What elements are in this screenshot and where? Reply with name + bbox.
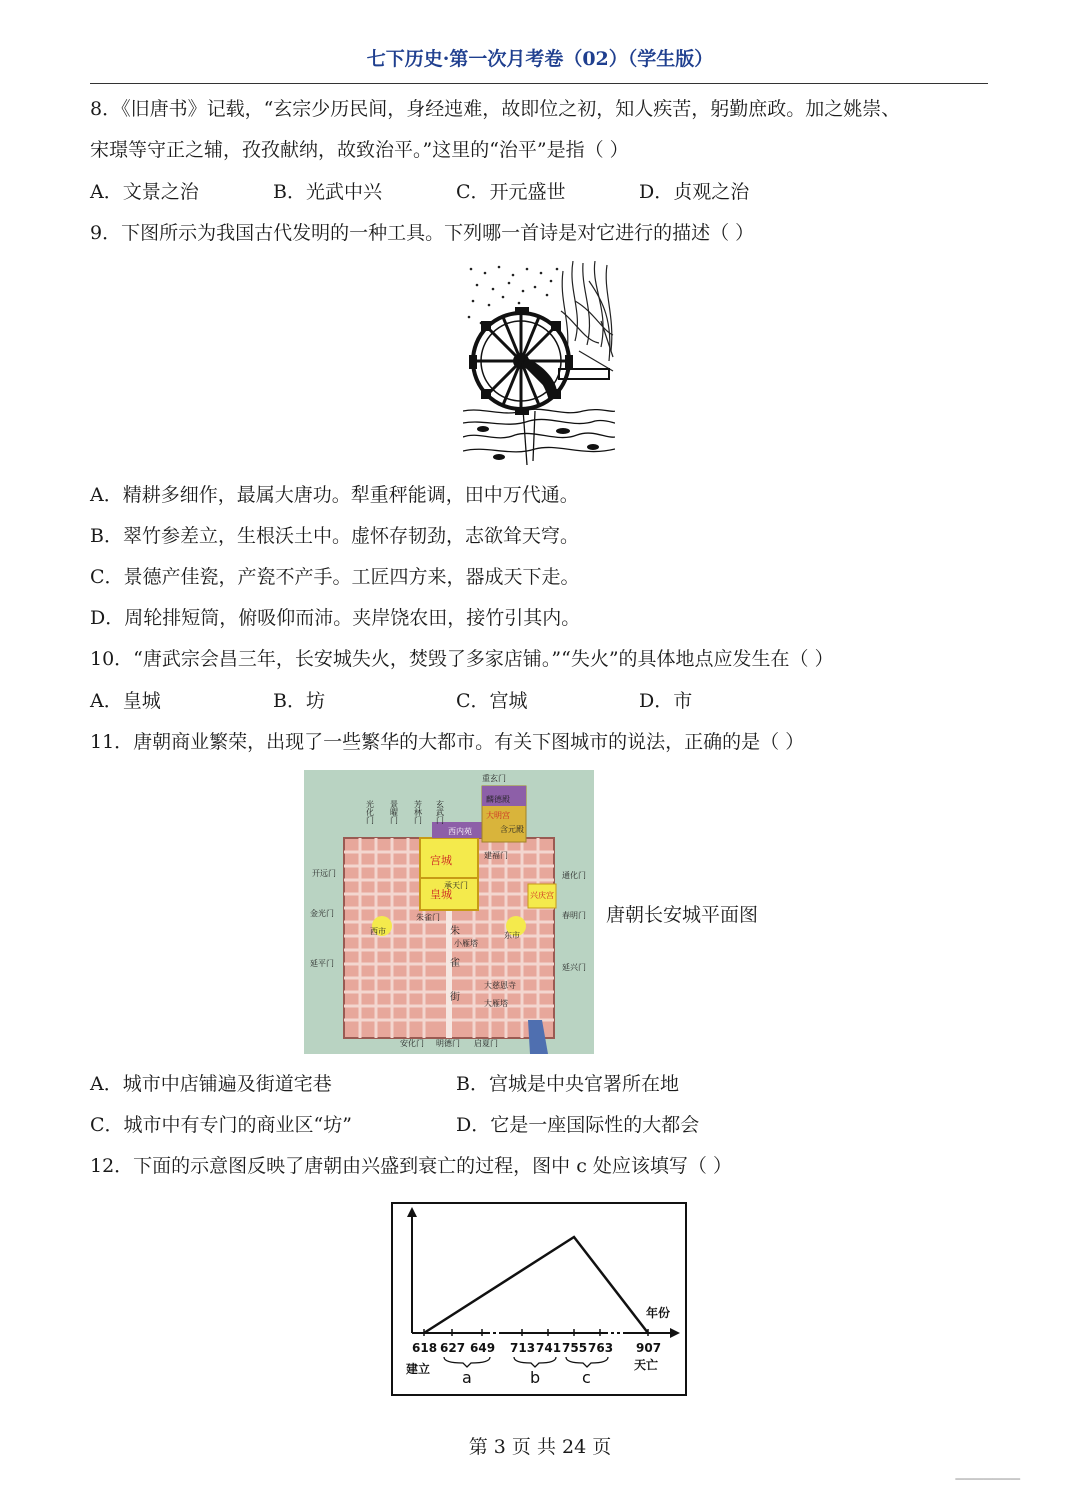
- map-caption: 唐朝长安城平面图: [606, 904, 759, 926]
- map-label-chunming: 春明门: [562, 911, 586, 920]
- map-label-chengtian: 承天门: [444, 881, 468, 890]
- map-label-gongcheng: 宫城: [430, 854, 452, 867]
- q11-option-b[interactable]: B．宫城是中央官署所在地: [456, 1073, 679, 1095]
- map-label-qixia: 启夏门: [474, 1039, 498, 1048]
- changan-city-map: [304, 770, 594, 1054]
- map-label-xingqing: 兴庆宫: [530, 891, 554, 900]
- chart-tick-label-649: 649: [470, 1341, 496, 1355]
- map-label-jianfu: 建福门: [484, 851, 508, 860]
- q8-option-d[interactable]: D．贞观之治: [639, 181, 750, 203]
- q10-option-a[interactable]: A．皇城: [90, 690, 161, 712]
- map-label-zhuque-street-3: 街: [450, 992, 460, 1003]
- chart-label-founded: 建立: [406, 1362, 431, 1376]
- chart-label-fall: 天亡: [634, 1358, 659, 1372]
- map-label-yanxing: 延兴门: [562, 963, 586, 972]
- q12-stem: 12．下面的示意图反映了唐朝由兴盛到衰亡的过程，图中 c 处应该填写（ ）: [90, 1155, 732, 1177]
- map-label-ciensi: 大慈恩寺: [484, 981, 516, 990]
- q10-stem: 10．“唐武宗会昌三年，长安城失火，焚毁了多家店铺。”“失火”的具体地点应发生在（ ）: [90, 648, 834, 670]
- chart-xlabel: 年份: [646, 1306, 671, 1320]
- map-label-daming: 大明宫: [486, 811, 510, 820]
- chart-tick-label-627: 627: [440, 1341, 466, 1355]
- page-header-title: 七下历史·第一次月考卷（02）（学生版）: [366, 48, 714, 70]
- chart-tick-label-907: 907: [636, 1341, 662, 1355]
- q8-option-c[interactable]: C．开元盛世: [456, 181, 566, 203]
- map-label-kaiyuan: 开远门: [312, 869, 336, 878]
- map-label-tonghua: 通化门: [562, 871, 586, 880]
- map-label-jingyao: 景曜门: [389, 800, 399, 824]
- q8-option-a[interactable]: A．文景之治: [90, 181, 199, 203]
- q10-option-b[interactable]: B．坊: [273, 690, 325, 712]
- chart-tick-label-755: 755: [562, 1341, 588, 1355]
- chart-tick-label-618: 618: [412, 1341, 438, 1355]
- q10-option-c[interactable]: C．宫城: [456, 690, 528, 712]
- map-label-linde: 麟德殿: [486, 795, 510, 804]
- page-footer: 第 3 页 共 24 页: [468, 1436, 612, 1458]
- map-label-xuanwu: 玄武门: [435, 800, 445, 824]
- map-label-anhua: 安化门: [400, 1039, 424, 1048]
- map-label-zhuque-gate: 朱雀门: [416, 913, 440, 922]
- q11-option-a[interactable]: A．城市中店铺遍及街道宅巷: [90, 1073, 332, 1095]
- map-label-xishi: 西市: [370, 927, 386, 936]
- map-label-dayan: 大雁塔: [484, 999, 508, 1008]
- map-label-xineiyuan: 西内苑: [448, 827, 472, 836]
- q9-stem: 9．下图所示为我国古代发明的一种工具。下列哪一首诗是对它进行的描述（ ）: [90, 222, 755, 244]
- map-label-guanghua: 光化门: [365, 800, 375, 824]
- map-label-chongxuan: 重玄门: [482, 774, 506, 783]
- chart-tick-label-763: 763: [588, 1341, 614, 1355]
- q10-option-d[interactable]: D．市: [639, 690, 693, 712]
- q8-stem-line2: 宋璟等守正之辅，孜孜献纳，故致治平。”这里的“治平”是指（ ）: [90, 139, 629, 161]
- chart-group-label-b: b: [530, 1368, 541, 1387]
- q9-option-c[interactable]: C．景德产佳瓷，产瓷不产手。工匠四方来，器成天下走。: [90, 566, 580, 588]
- map-label-zhuque-street-1: 朱: [450, 926, 460, 937]
- waterwheel-illustration: [463, 261, 615, 465]
- map-label-fanglin: 芳林门: [413, 800, 423, 824]
- chart-tick-label-713: 713: [510, 1341, 536, 1355]
- map-label-jinguang: 金光门: [310, 909, 334, 918]
- chart-tick-label-741: 741: [536, 1341, 562, 1355]
- map-label-dongshi: 东市: [504, 931, 520, 940]
- q11-stem: 11．唐朝商业繁荣，出现了一些繁华的大都市。有关下图城市的说法，正确的是（ ）: [90, 731, 805, 753]
- header-rule: [90, 83, 988, 84]
- q11-option-d[interactable]: D．它是一座国际性的大都会: [456, 1114, 700, 1136]
- q8-stem-line1: 8．《旧唐书》记载，“玄宗少历民间，身经迍难，故即位之初，知人疾苦，躬勤庶政。加之姚崇、: [90, 98, 901, 120]
- q8-option-b[interactable]: B．光武中兴: [273, 181, 382, 203]
- q11-option-c[interactable]: C．城市中有专门的商业区“坊”: [90, 1114, 352, 1136]
- q9-option-b[interactable]: B．翠竹参差立，生根沃土中。虚怀存韧劲，志欲耸天穹。: [90, 525, 579, 547]
- q9-option-a[interactable]: A．精耕多细作，最属大唐功。犁重秤能调，田中万代通。: [90, 484, 579, 506]
- tang-rise-fall-chart: [390, 1201, 688, 1397]
- map-label-mingde: 明德门: [436, 1039, 460, 1048]
- q9-option-d[interactable]: D．周轮排短筒，俯吸仰而沛。夹岸饶农田，接竹引其内。: [90, 607, 581, 629]
- map-label-xiaoyan: 小雁塔: [454, 939, 478, 948]
- map-label-huangcheng: 皇城: [430, 888, 452, 901]
- watermark: ▁▁▁▁▁▁▁: [955, 1466, 1020, 1480]
- map-label-yanping: 延平门: [310, 959, 334, 968]
- map-label-zhuque-street-2: 雀: [450, 958, 460, 969]
- chart-group-label-a: a: [462, 1368, 472, 1387]
- map-label-hanyuan: 含元殿: [500, 825, 524, 834]
- chart-group-label-c: c: [582, 1368, 591, 1387]
